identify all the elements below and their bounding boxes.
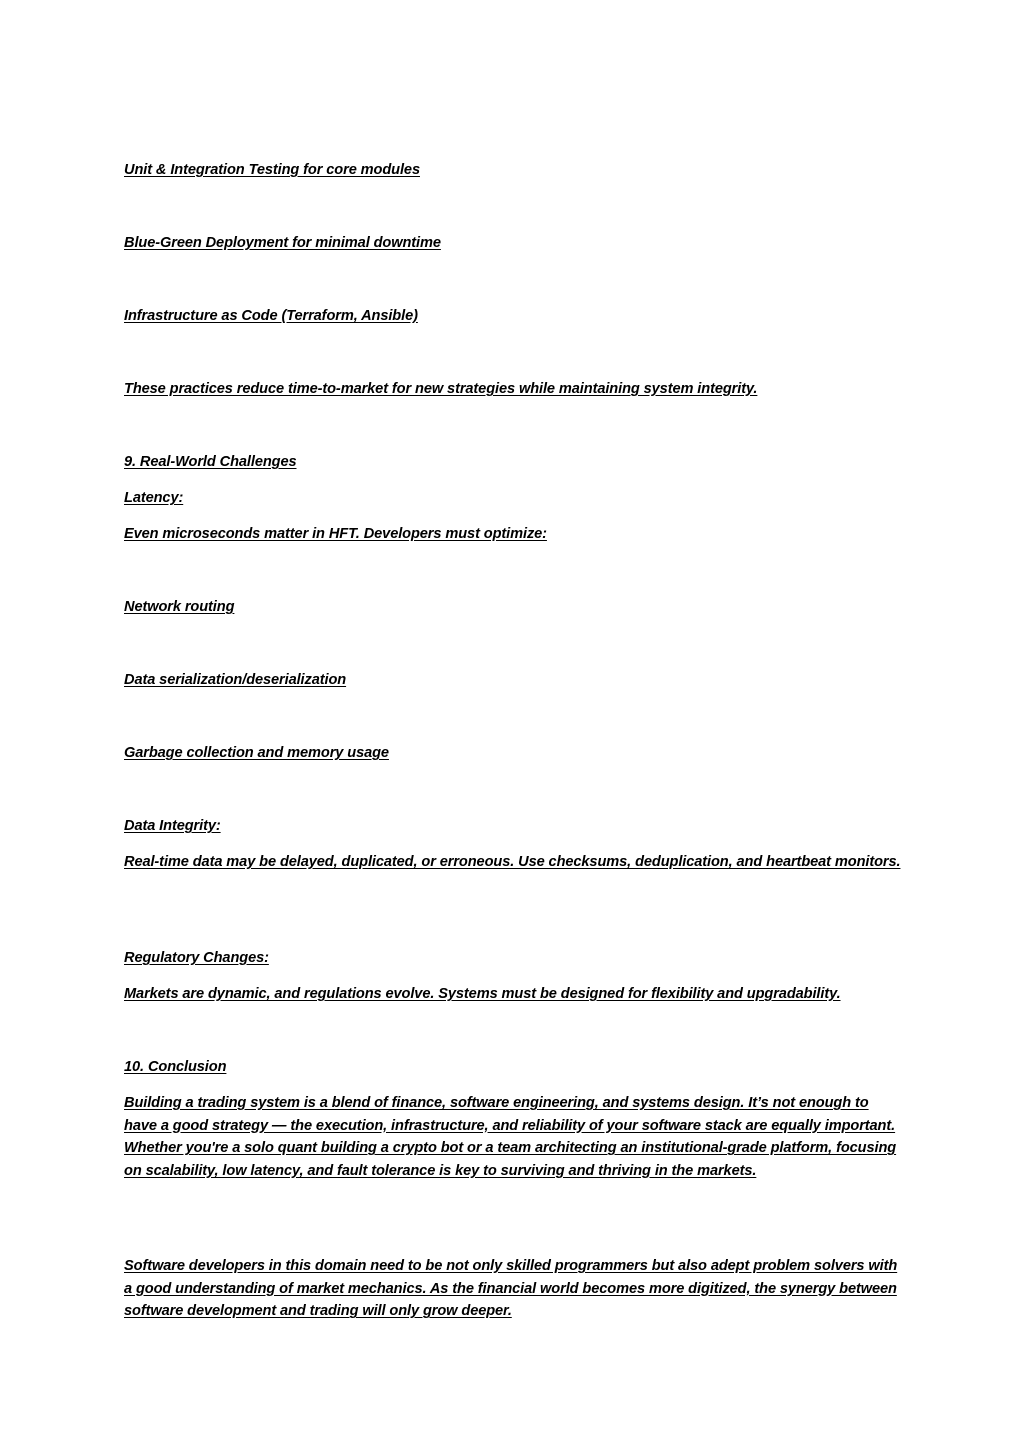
conclusion-paragraph-2: Software developers in this domain need to be not only skilled programmers but also adept problem solvers with a good understanding of market mechanics. As the financial world becomes more digitized, the synergy between software development and trading will only grow deeper.: [124, 1258, 898, 1320]
subheading-regulatory-changes: Regulatory Changes:: [124, 950, 269, 966]
list-item-unit-integration-testing: Unit & Integration Testing for core modules: [124, 162, 420, 178]
latency-paragraph: Even microseconds matter in HFT. Developers must optimize:: [124, 526, 547, 542]
list-item-infrastructure-as-code: Infrastructure as Code (Terraform, Ansible): [124, 308, 418, 324]
list-item-blue-green-deployment: Blue-Green Deployment for minimal downtime: [124, 235, 441, 251]
regulatory-changes-paragraph: Markets are dynamic, and regulations evolve. Systems must be designed for flexibility and upgradability.: [124, 986, 841, 1002]
section-heading-conclusion: 10. Conclusion: [124, 1059, 227, 1075]
list-item-garbage-collection: Garbage collection and memory usage: [124, 745, 389, 761]
data-integrity-paragraph: Real-time data may be delayed, duplicated, or erroneous. Use checksums, deduplication, and heartbeat monitors.: [124, 854, 901, 870]
section-heading-real-world-challenges: 9. Real-World Challenges: [124, 454, 297, 470]
list-item-network-routing: Network routing: [124, 599, 235, 615]
list-item-data-serialization: Data serialization/deserialization: [124, 672, 347, 688]
conclusion-paragraph-1: Building a trading system is a blend of finance, software engineering, and systems design. It’s not enough to have a good strategy — the execution, infrastructure, and reliability of your software stack are equally important. Whether you're a solo quant building a crypto bot or a team architecting an institutional-grade platform, focusing on scalability, low latency, and fault tolerance is key to surviving and thriving in the markets.: [124, 1095, 897, 1179]
subheading-latency: Latency:: [124, 490, 184, 506]
practices-summary-paragraph: These practices reduce time-to-market for new strategies while maintaining system integrity.: [124, 381, 758, 397]
subheading-data-integrity: Data Integrity:: [124, 818, 221, 834]
